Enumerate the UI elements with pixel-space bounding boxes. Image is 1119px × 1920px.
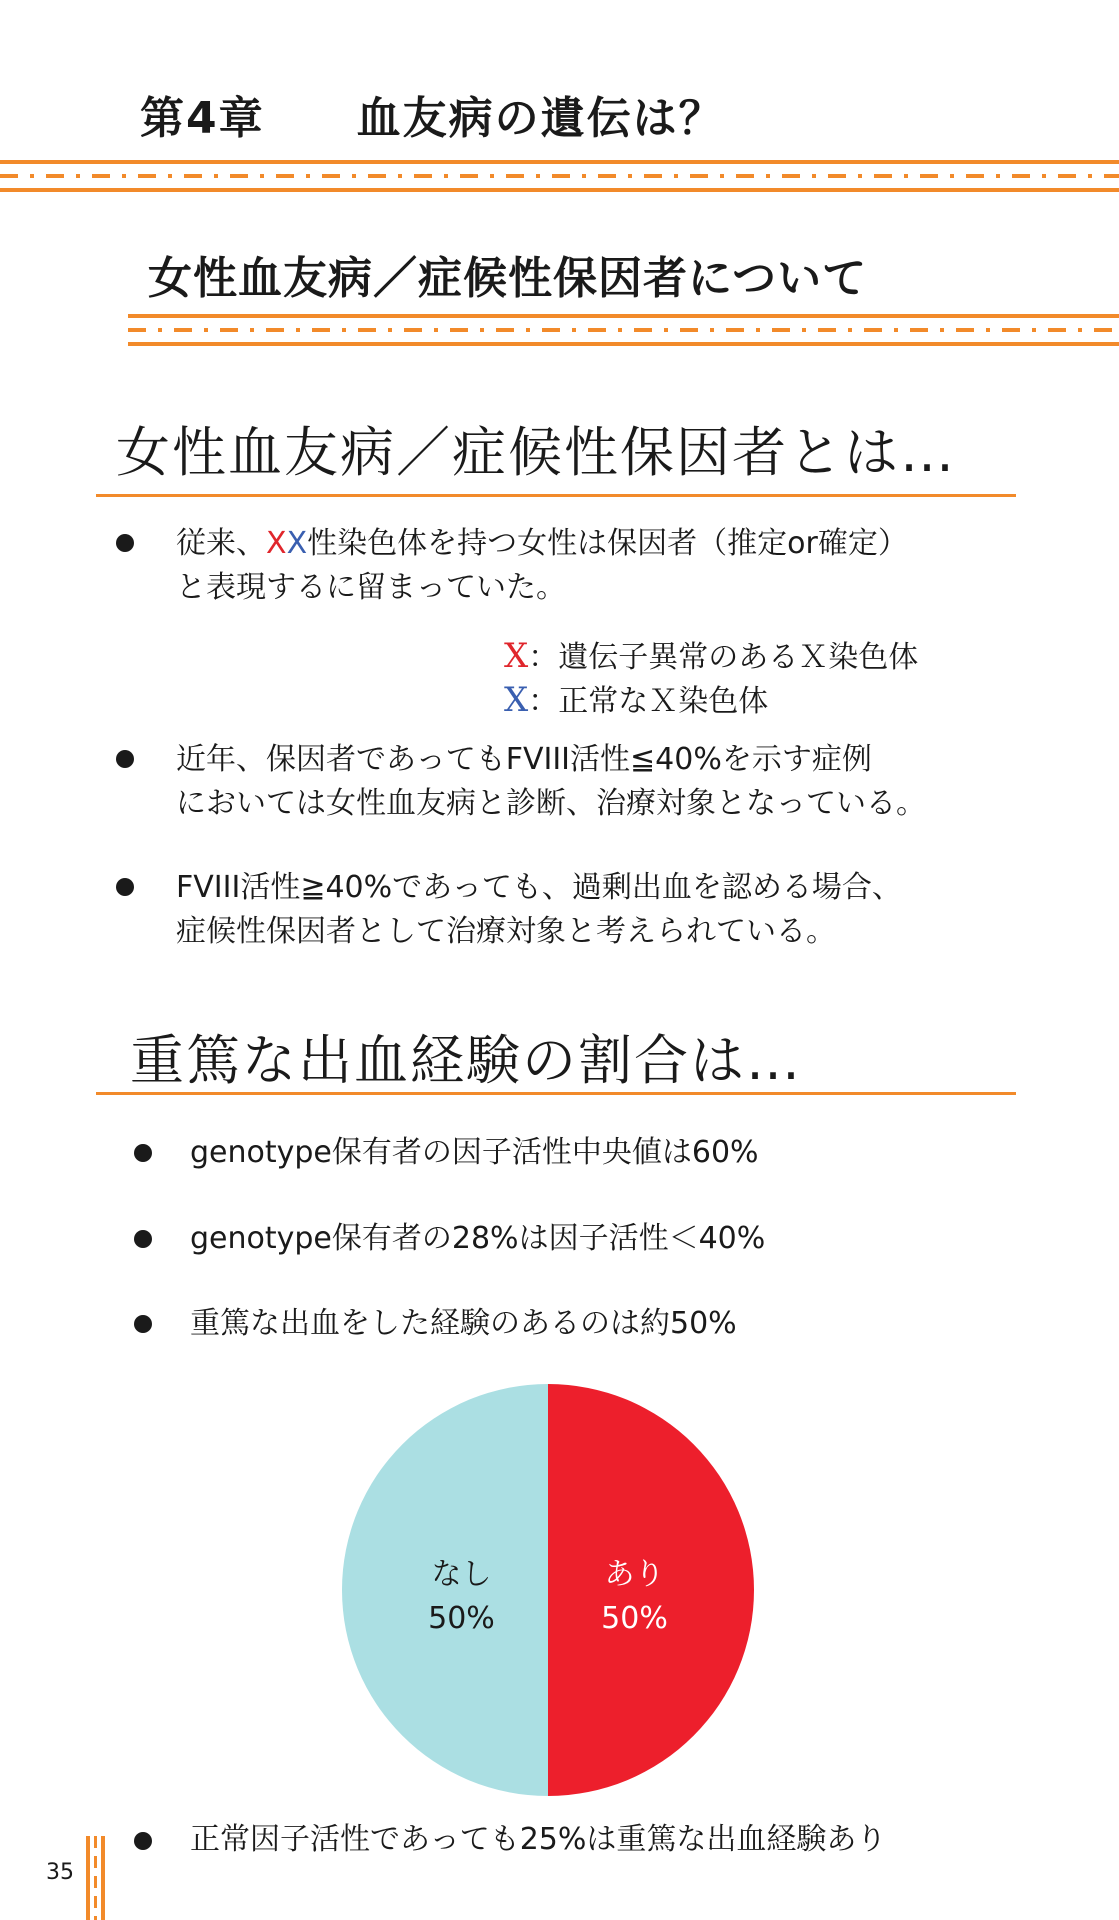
bullet1-prefix: 従来、 <box>176 526 266 561</box>
part1-heading: 女性血友病／症候性保因者とは… <box>116 421 956 484</box>
bullet3-line2: 症候性保因者として治療対象と考えられている。 <box>176 914 836 949</box>
section-rule-top <box>128 314 1119 318</box>
legend-red-x: X <box>504 636 529 676</box>
bullet1-suffix: 性染色体を持つ女性は保因者（推定or確定） <box>307 526 908 561</box>
legend-red <box>504 632 918 676</box>
pie-chart <box>338 1380 758 1800</box>
section-rule-bottom <box>128 342 1119 346</box>
part2-bullet4: 正常因子活性であっても25%は重篤な出血経験あり <box>190 1822 887 1857</box>
bullet-dot <box>116 878 134 896</box>
bullet-dot <box>134 1144 152 1162</box>
bullet3-line1: FVIII活性≧40%であっても、過剰出血を認める場合、 <box>176 870 902 905</box>
pie-value-なし: 50% <box>428 1601 495 1636</box>
header-rule-top <box>0 160 1119 164</box>
section-rule-dashed <box>128 328 1119 332</box>
part1-bullet2 <box>176 738 1096 826</box>
page-number: 35 <box>46 1860 74 1885</box>
legend-red-text: ：遺伝子異常のあるＸ染色体 <box>528 640 919 675</box>
pie-value-あり: 50% <box>601 1601 668 1636</box>
bullet-dot <box>134 1832 152 1850</box>
part2-heading-rule <box>96 1092 1016 1095</box>
header-rule-dashed <box>0 174 1119 178</box>
bullet2-line1: 近年、保因者であってもFVIII活性≦40%を示す症例 <box>176 742 872 777</box>
footer-rule-right <box>101 1836 105 1920</box>
bullet2-line2: においては女性血友病と診断、治療対象となっている。 <box>176 786 926 821</box>
bullet-dot <box>134 1315 152 1333</box>
part2-heading: 重篤な出血経験の割合は… <box>130 1029 802 1092</box>
pie-label-あり: あり <box>604 1557 665 1592</box>
blue-x-symbol: X <box>286 526 308 561</box>
chapter-title: 第4章 血友病の遺伝は？ <box>140 93 725 144</box>
bullet-dot <box>116 750 134 768</box>
part1-bullet1 <box>176 522 1076 610</box>
header-rule-bottom <box>0 188 1119 192</box>
legend-blue-text: ：正常なＸ染色体 <box>528 684 769 719</box>
part2-bullet1: genotype保有者の因子活性中央値は60% <box>190 1135 759 1170</box>
part2-bullet2: genotype保有者の28%は因子活性＜40% <box>190 1221 766 1256</box>
red-x-symbol: X <box>266 526 287 561</box>
bullet-dot <box>116 534 134 552</box>
part1-bullet3 <box>176 866 1096 954</box>
bullet1-line2: と表現するに留まっていた。 <box>176 570 566 605</box>
legend-blue <box>504 676 768 720</box>
footer-rule-dashed <box>94 1836 97 1920</box>
legend-blue-x: X <box>504 680 529 720</box>
section-title: 女性血友病／症候性保因者について <box>148 253 868 304</box>
pie-label-なし: なし <box>431 1557 492 1592</box>
part1-heading-rule <box>96 494 1016 497</box>
footer-rule-left <box>86 1836 90 1920</box>
part2-bullet3: 重篤な出血をした経験のあるのは約50% <box>190 1306 737 1341</box>
bullet-dot <box>134 1230 152 1248</box>
